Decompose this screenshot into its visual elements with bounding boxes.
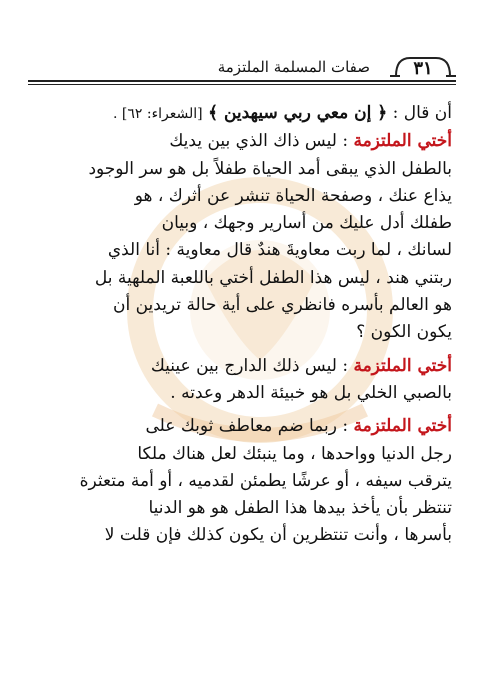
paragraph-text: : ليس ذاك الذي بين يديك: [169, 131, 349, 152]
intro-line: [44, 100, 452, 128]
paragraph-label: أختي الملتزمة: [353, 131, 452, 152]
paragraph-text: : ربما ضم معاطف ثوبك على: [145, 416, 349, 437]
page-header: [28, 58, 456, 86]
paragraph-line: يكون الكون ؟: [356, 322, 452, 343]
paragraph-line: لسانك ، لما ربت معاويةَ هندٌ قال معاوية : أنا الذي: [107, 240, 452, 261]
paragraph-1-line-1: [44, 128, 452, 155]
paragraph-3-line-1: [44, 413, 452, 440]
paragraph-line: طفلك أدل عليك من أسارير وجهك ، وبيان: [161, 213, 452, 234]
paragraph-line: يذاع عنك ، وصفحة الحياة تنشر عن أثرك ، هو: [134, 185, 452, 206]
page-number-badge: [390, 54, 456, 82]
paragraph-line: هو العالم بأسره فانظري على أية حالة تريدين أن: [112, 295, 452, 316]
paragraph-line: بأسرها ، وأنت تنتظرين أن يكون كذلك فإن قلت لا: [104, 525, 452, 546]
header-rule: [28, 80, 456, 82]
paragraph-label: أختي الملتزمة: [353, 416, 452, 437]
paragraph-line: يترقب سيفه ، أو عرشًا يطمئن لقدميه ، أو أمة متعثرة: [79, 470, 452, 491]
paragraph-line: بالطفل الذي يبقى أمد الحياة طفلاً بل هو سر الوجود: [88, 158, 452, 179]
paragraph-text: : ليس ذلك الدارج بين عينيك: [150, 355, 349, 376]
paragraph-line: تنتظر بأن يأخذ بيدها هذا الطفل هو هو الدنيا: [148, 498, 452, 519]
running-title: صفات المسلمة الملتزمة: [217, 58, 370, 76]
page-body: [44, 100, 452, 550]
quran-verse: ﴿ إن معي ربي سيهدين ﴾: [208, 103, 388, 123]
paragraph-line: بالصبي الخلي بل هو خبيئة الدهر وعدته .: [170, 382, 452, 403]
paragraph-label: أختي الملتزمة: [353, 355, 452, 376]
intro-prefix: أن قال :: [392, 103, 452, 123]
page-number: ٣١: [413, 58, 433, 79]
paragraph-line: رجل الدنيا وواحدها ، وما ينبئك لعل هناك ملكا: [137, 443, 452, 464]
verse-reference: [الشعراء: ٦٢] .: [113, 106, 203, 122]
paragraph-2-line-1: [44, 353, 452, 380]
paragraph-line: ربتني هند ، ليس هذا الطفل أختي باللعبة الملهية بل: [94, 267, 452, 288]
header-rule-thin: [28, 84, 456, 85]
